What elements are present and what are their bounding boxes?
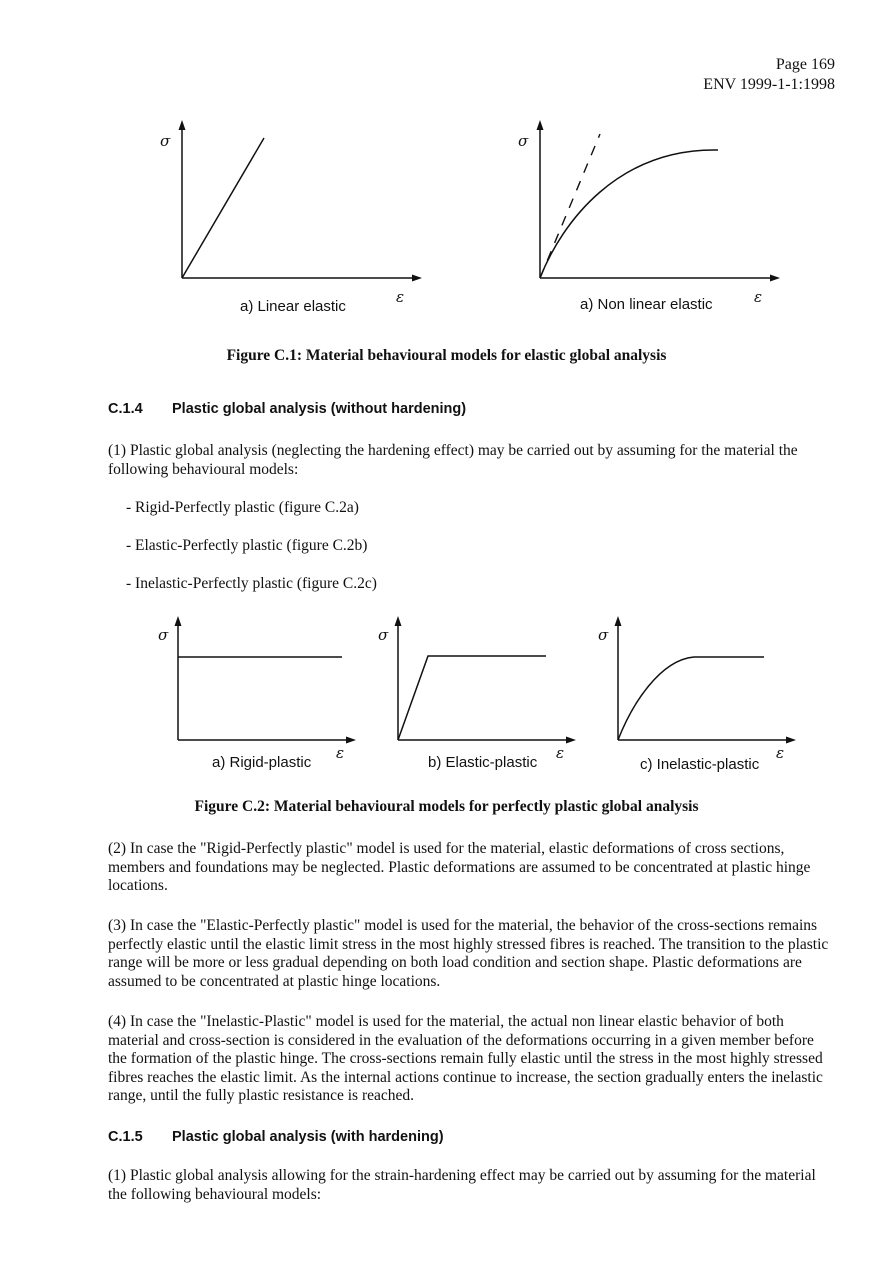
sigma-symbol: σ [518,132,529,150]
paragraph-4: (4) In case the "Inelastic-Plastic" model is used for the material, the actual non linear elastic behavior of both material and cross-section is considered in the evaluation of the deformations occurring in a given member before the formation of the plastic hinge. The cross-sections remain fully elastic until the stress in the most highly stressed fibres reaches the elastic limit. As the internal actions continue to increase, the section gradually enters the inelastic range, until the fully plastic resistance is reached. [108,1013,823,1104]
epsilon-symbol: ε [336,744,345,762]
nonlinear-curve [540,150,718,278]
x-axis-arrow [566,737,576,744]
x-axis-arrow [770,275,780,282]
section-title: Plastic global analysis (without hardening) [172,401,467,417]
section-title: Plastic global analysis (with hardening) [172,1129,444,1145]
panel-label: a) Linear elastic [240,298,346,315]
sigma-symbol: σ [378,626,389,644]
figure-c2-elastic-plastic [370,608,590,778]
sigma-symbol: σ [598,626,609,644]
elastic-line [182,138,264,278]
bullet-inelastic: - Inelastic-Perfectly plastic (figure C.2c) [126,575,377,592]
y-axis-arrow [175,616,182,626]
sigma-symbol: σ [158,626,169,644]
figure-c1-nonlinear-elastic [498,112,798,322]
section-heading-c14 [108,401,466,417]
y-axis-arrow [615,616,622,626]
panel-label: a) Rigid-plastic [212,754,312,771]
linear-elastic-plot [140,112,440,322]
paragraph-c14-1: (1) Plastic global analysis (neglecting the hardening effect) may be carried out by assuming for the material the following behavioural models: [108,442,798,478]
sigma-symbol: σ [160,132,171,150]
x-axis-arrow [346,737,356,744]
page-number: Page 169 [775,56,835,73]
y-axis-arrow [537,120,544,130]
inelastic-plastic-curve [618,657,764,740]
section-number: C.1.4 [108,401,143,417]
section-number: C.1.5 [108,1129,143,1145]
section-heading-c15 [108,1129,444,1145]
epsilon-symbol: ε [754,288,763,306]
figure-c2-rigid-plastic [150,608,370,778]
paragraph-c15-1: (1) Plastic global analysis allowing for the strain-hardening effect may be carried out by assuming for the material the following behavioural models: [108,1167,816,1203]
paragraph-2: (2) In case the "Rigid-Perfectly plastic" model is used for the material, elastic deformations of cross sections, members and foundations may be neglected. Plastic deformations are assumed to be concentrated at plastic hinge locations. [108,840,811,894]
epsilon-symbol: ε [556,744,565,762]
y-axis-arrow [179,120,186,130]
panel-label: b) Elastic-plastic [428,754,538,771]
y-axis-arrow [395,616,402,626]
figure-c2-caption: Figure C.2: Material behavioural models for perfectly plastic global analysis [194,798,699,815]
epsilon-symbol: ε [776,744,785,762]
panel-label: c) Inelastic-plastic [640,756,760,773]
paragraph-3: (3) In case the "Elastic-Perfectly plastic" model is used for the material, the behavior of the cross-sections remains perfectly elastic until the elastic limit stress in the most highly stressed fibres is reached. The transition to the plastic range will be more or less gradual depending on both load condition and section shape. Plastic deformations are assumed to be concentrated at plastic hinge locations. [108,917,829,990]
elastic-plastic-curve [398,656,546,740]
figure-c2-inelastic-plastic [590,608,810,778]
nonlinear-elastic-plot [498,112,798,322]
bullet-elastic: - Elastic-Perfectly plastic (figure C.2b) [126,537,368,554]
panel-label: a) Non linear elastic [580,296,713,313]
x-axis-arrow [786,737,796,744]
epsilon-symbol: ε [396,288,405,306]
figure-c1-linear-elastic [140,112,440,322]
document-code: ENV 1999-1-1:1998 [703,76,835,93]
bullet-rigid: - Rigid-Perfectly plastic (figure C.2a) [126,499,359,516]
figure-c1-caption: Figure C.1: Material behavioural models for elastic global analysis [226,347,667,364]
x-axis-arrow [412,275,422,282]
page-header [703,55,835,95]
